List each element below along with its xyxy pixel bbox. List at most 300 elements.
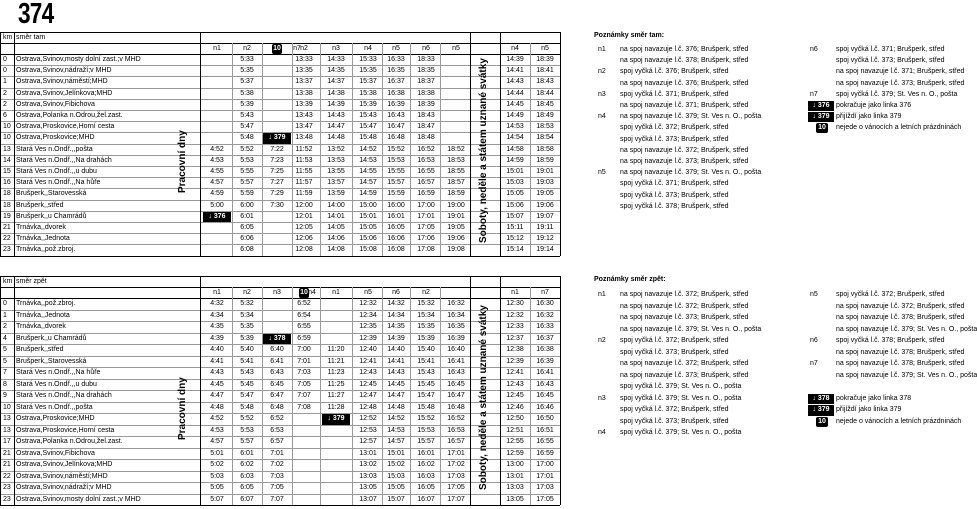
- section1-weekend-time-cell: 19:12: [536, 235, 554, 243]
- section2-weekend-time-cell: 17:03: [536, 484, 554, 491]
- grid-line: [0, 244, 560, 245]
- section1-time-cell: 17:06: [417, 235, 435, 243]
- section1-time-cell: 17:05: [417, 224, 435, 231]
- section2-time-cell: 15:03: [387, 472, 405, 480]
- section2-row-km: 7: [3, 369, 7, 376]
- section2-time-cell: 17:02: [447, 461, 465, 468]
- section1-time-cell: 5:59: [240, 190, 254, 198]
- section1-time-cell: 4:55: [210, 168, 224, 175]
- section2-row-km: 13: [3, 426, 11, 434]
- section1-time-cell: 16:53: [417, 156, 435, 164]
- section1-note-text: spoj vyčká l.č. 376; Brušperk, střed: [620, 68, 729, 76]
- section2-row-stop: Stará Ves n.Ondř.,,Na drahách: [16, 392, 112, 399]
- section1-time-cell: 7:25: [270, 168, 284, 175]
- section2-link-marker-label: ↓ 379: [327, 415, 345, 422]
- section1-note-code: n4: [598, 113, 606, 121]
- section1-weekend-time-cell: 18:54: [536, 134, 554, 142]
- section2-weekend-time-cell: 16:50: [536, 415, 554, 422]
- section1-time-cell: 16:35: [387, 67, 405, 75]
- section1-time-cell: 15:06: [359, 235, 377, 243]
- section1-time-cell: 13:55: [327, 168, 345, 175]
- section1-note-text: na spoj navazuje l.č. 378; Brušperk, střed: [620, 57, 749, 65]
- section1-row-km: 0: [3, 56, 7, 63]
- section2-time-cell: 4:35: [210, 323, 224, 330]
- grid-line: [0, 32, 560, 33]
- section2-time-cell: 7:01: [297, 357, 311, 365]
- section2-weekend-time-cell: 12:38: [506, 346, 524, 353]
- section2-note-code: n7: [810, 360, 818, 367]
- section1-note-code: n7: [810, 90, 818, 98]
- section2-row-stop: Ostrava,Svinov,Fibichova: [16, 449, 95, 457]
- section1-row-km: 16: [3, 179, 11, 187]
- section1-note-text: na spoj navazuje l.č. 376; Brušperk, střed: [620, 46, 749, 53]
- section1-time-cell: 14:05: [327, 224, 345, 231]
- section1-time-cell: 15:55: [387, 168, 405, 175]
- section1-row-stop: Ostrava,Proskovice,Horní cesta: [16, 123, 115, 131]
- section1-time-cell: 18:43: [417, 112, 435, 119]
- section1-row-stop: Ostrava,Proskovice;MHD: [16, 134, 95, 142]
- section2-time-cell: 12:57: [359, 438, 377, 445]
- section2-time-cell: 16:57: [447, 438, 465, 445]
- section2-time-cell: 7:05: [270, 484, 284, 491]
- section2-row-km: 13: [3, 415, 11, 422]
- section1-time-cell: 15:35: [359, 67, 377, 75]
- section1-trip-number: n3: [332, 45, 340, 52]
- section1-time-cell: 15:38: [359, 89, 377, 97]
- section2-weekend-time-cell: 12:43: [506, 380, 524, 388]
- section2-time-cell: 6:07: [240, 495, 254, 503]
- section1-time-cell: 13:33: [295, 56, 313, 63]
- section2-time-cell: 16:32: [447, 300, 465, 307]
- section1-weekend-time-cell: 15:05: [506, 190, 524, 198]
- section1-weekend-time-cell: 18:53: [536, 123, 554, 131]
- section1-time-cell: 16:08: [387, 246, 405, 254]
- section1-time-cell: 6:08: [240, 246, 254, 254]
- section2-note-text: na spoj navazuje l.č. 379; St. Ves n. O., pošta: [836, 371, 977, 379]
- section1-weekend-time-cell: 14:54: [506, 134, 524, 142]
- section1-note-code: n6: [810, 46, 818, 53]
- grid-line: [320, 287, 321, 505]
- section2-weekend-time-cell: 16:51: [536, 426, 554, 434]
- section2-weekend-time-cell: 13:03: [506, 484, 524, 491]
- section2-row-km: 1: [3, 311, 7, 319]
- section1-time-cell: 11:52: [295, 145, 313, 153]
- section1-time-cell: 18:57: [447, 179, 465, 187]
- grid-line: [14, 32, 15, 256]
- section1-time-cell: 18:52: [447, 145, 465, 153]
- section1-weekend-time-cell: 14:53: [506, 123, 524, 131]
- section1-time-cell: 5:35: [240, 67, 254, 75]
- section2-time-cell: 5:01: [210, 449, 224, 457]
- section1-time-cell: 11:57: [295, 179, 313, 187]
- grid-line: [352, 43, 353, 256]
- section1-time-cell: 13:59: [327, 190, 345, 198]
- section2-time-cell: 16:45: [447, 380, 465, 388]
- section1-time-cell: 14:55: [359, 168, 377, 175]
- section2-time-cell: 15:53: [417, 426, 435, 434]
- section1-time-cell: 16:37: [387, 78, 405, 86]
- section1-time-cell: 15:33: [359, 56, 377, 63]
- section1-time-cell: 15:39: [359, 100, 377, 108]
- section2-time-cell: 4:34: [210, 311, 224, 319]
- section1-weekend-time-cell: 19:11: [536, 224, 554, 231]
- section1-time-cell: 14:43: [327, 112, 345, 119]
- section1-weekend-time-cell: 18:49: [536, 112, 554, 119]
- section1-time-cell: 12:08: [295, 246, 313, 254]
- grid-line: [410, 287, 411, 505]
- section1-row-km: 22: [3, 235, 11, 243]
- section2-trip-number: n3: [273, 289, 281, 296]
- section1-time-cell: 5:47: [240, 123, 254, 131]
- section2-time-cell: 14:35: [387, 323, 405, 330]
- section2-time-cell: 6:02: [240, 461, 254, 468]
- section2-row-km: 21: [3, 449, 11, 457]
- section2-row-stop: Trnávka,,Jednota: [16, 311, 70, 319]
- section1-time-cell: 13:37: [295, 78, 313, 86]
- section1-time-cell: 14:53: [359, 156, 377, 164]
- section2-trip-number: n1: [213, 289, 221, 296]
- section2-row-stop: Ostrava,Svinov,Jelínkova;MHD: [16, 461, 113, 468]
- section1-row-km: 10: [3, 134, 11, 142]
- section2-weekend-time-cell: 12:32: [506, 311, 524, 319]
- section1-weekend-time-cell: 14:39: [506, 56, 524, 63]
- section2-note-text: na spoj navazuje l.č. 378; Brušperk, střed: [836, 314, 965, 321]
- section1-time-cell: 14:35: [327, 67, 345, 75]
- section2-row-stop: Brušperk,,Starovesská: [16, 357, 87, 365]
- section2-time-cell: 15:47: [417, 392, 435, 399]
- section2-time-cell: 6:05: [240, 484, 254, 491]
- section2-time-cell: 13:05: [359, 484, 377, 491]
- section1-time-cell: 18:35: [417, 67, 435, 75]
- section1-note-code: n1: [598, 46, 606, 53]
- section2-row-km: 23: [3, 484, 11, 491]
- section2-trip-number: n2: [243, 289, 251, 296]
- section1-time-cell: 5:39: [240, 100, 254, 108]
- section1-weekend-time-cell: 15:06: [506, 201, 524, 209]
- section1-time-cell: 19:06: [447, 235, 465, 243]
- section1-weekend-time-cell: 15:11: [506, 224, 524, 231]
- section2-row-km: 8: [3, 380, 7, 388]
- grid-line: [560, 32, 561, 256]
- section2-direction-header: směr zpět: [16, 278, 47, 285]
- grid-line: [14, 276, 15, 505]
- section1-weekend-time-cell: 14:43: [506, 78, 524, 86]
- grid-line: [470, 276, 471, 505]
- section2-time-cell: 5:45: [240, 380, 254, 388]
- section2-weekend-time-cell: 16:43: [536, 380, 554, 388]
- section1-time-cell: 15:43: [359, 112, 377, 119]
- section1-time-cell: 14:38: [327, 89, 345, 97]
- section1-link-marker-label: ↓ 376: [208, 212, 226, 220]
- section1-time-cell: 16:59: [417, 190, 435, 198]
- section1-trip-number: n5: [452, 45, 460, 52]
- section1-row-km: 2: [3, 89, 7, 97]
- section1-time-cell: 17:00: [417, 201, 435, 209]
- section1-trip-number: n4: [511, 45, 519, 52]
- grid-line: [200, 32, 201, 256]
- section2-note-text: spoj vyčká l.č. 372; Brušperk, střed: [836, 291, 945, 298]
- section2-row-km: 0: [3, 300, 7, 307]
- section1-time-cell: 14:00: [327, 201, 345, 209]
- grid-line: [0, 32, 1, 256]
- section2-time-cell: 7:07: [270, 495, 284, 503]
- section1-time-cell: 4:57: [210, 179, 224, 187]
- section2-note-text: spoj vyčká l.č. 378; Brušperk, střed: [836, 337, 945, 344]
- section2-weekend-time-cell: 16:38: [536, 346, 554, 353]
- section2-time-cell: 16:53: [447, 426, 465, 434]
- section1-time-cell: 11:55: [295, 168, 313, 175]
- section1-row-km: 19: [3, 212, 11, 220]
- section2-time-cell: 12:53: [359, 426, 377, 434]
- section2-weekend-time-cell: 16:30: [536, 300, 554, 307]
- section1-time-cell: 11:53: [295, 156, 313, 164]
- section2-time-cell: 12:52: [359, 415, 377, 422]
- section2-weekend-time-cell: 17:01: [536, 472, 554, 480]
- section2-time-cell: 14:43: [387, 369, 405, 376]
- section2-time-cell: 7:07: [297, 392, 311, 399]
- section1-time-cell: 17:08: [417, 246, 435, 254]
- section1-time-cell: 15:37: [359, 78, 377, 86]
- section1-row-stop: Brušperk,,u Chamrádů: [16, 212, 87, 220]
- section2-note-text: spoj vyčká l.č. 372; Brušperk, střed: [620, 337, 729, 344]
- section2-time-cell: 12:43: [359, 369, 377, 376]
- section1-time-cell: 14:57: [359, 179, 377, 187]
- section1-note-text: spoj vyčká l.č. 373; Brušperk, střed: [836, 57, 945, 65]
- section2-time-cell: 5:07: [210, 495, 224, 503]
- section2-time-cell: 4:45: [210, 380, 224, 388]
- section1-time-cell: 7:27: [270, 179, 284, 187]
- section1-time-cell: 14:48: [327, 134, 345, 142]
- section2-time-cell: 5:05: [210, 484, 224, 491]
- section2-time-cell: 16:05: [417, 484, 435, 491]
- section2-note-text: nejede o vánocích a letních prázdninách: [836, 417, 962, 425]
- section1-time-cell: 14:47: [327, 123, 345, 131]
- grid-line: [440, 43, 441, 256]
- section2-time-cell: 6:45: [270, 380, 284, 388]
- section2-row-km: 22: [3, 472, 11, 480]
- section1-row-stop: Ostrava,Svinov,mosty dolní zast.;v MHD: [16, 56, 141, 63]
- section2-time-cell: 4:43: [210, 369, 224, 376]
- section2-note-text: spoj vyčká l.č. 379; St. Ves n. O., pošta: [620, 429, 742, 436]
- section1-time-cell: 16:57: [417, 179, 435, 187]
- section1-row-stop: Brušperk,,Starovesská: [16, 190, 87, 198]
- section1-row-stop: Stará Ves n.Ondř.,,pošta: [16, 145, 93, 153]
- section1-time-cell: 15:48: [359, 134, 377, 142]
- section2-note-text: na spoj navazuje l.č. 378; Brušperk, střed: [836, 348, 965, 356]
- section1-time-cell: 6:05: [240, 224, 254, 231]
- section1-time-cell: 16:43: [387, 112, 405, 119]
- section2-time-cell: 12:34: [359, 311, 377, 319]
- section1-time-cell: 19:01: [447, 212, 465, 220]
- section2-time-cell: 4:40: [210, 346, 224, 353]
- section1-time-cell: 16:39: [387, 100, 405, 108]
- section2-time-cell: 11:20: [327, 346, 345, 353]
- section2-time-cell: 11:23: [327, 369, 345, 376]
- section1-time-cell: 13:38: [295, 89, 313, 97]
- section1-time-cell: 4:53: [210, 156, 224, 164]
- section1-time-cell: 7:22: [270, 145, 284, 153]
- section1-note-text: spoj vyčká l.č. 373; Brušperk, střed: [620, 191, 729, 199]
- section1-time-cell: 13:48: [295, 134, 313, 142]
- section2-time-cell: 16:35: [447, 323, 465, 330]
- section2-time-cell: 5:41: [240, 357, 254, 365]
- section2-time-cell: 6:55: [297, 323, 311, 330]
- section2-note-code-link: ↓ 379: [812, 406, 830, 413]
- section1-time-cell: 18:48: [417, 134, 435, 142]
- section1-time-cell: 15:57: [387, 179, 405, 187]
- section2-time-cell: 5:32: [240, 300, 254, 307]
- section2-weekend-time-cell: 16:37: [536, 334, 554, 342]
- section2-time-cell: 6:59: [297, 334, 311, 342]
- section2-time-cell: 14:41: [387, 357, 405, 365]
- section1-time-cell: 7:30: [270, 201, 284, 209]
- section1-time-cell: 16:33: [387, 56, 405, 63]
- section1-weekend-time-cell: 18:45: [536, 100, 554, 108]
- section1-workday-label: Pracovní dny: [177, 129, 188, 193]
- section1-weekend-time-cell: 19:07: [536, 212, 554, 220]
- section2-note-code: n4: [598, 429, 606, 436]
- section2-time-cell: 12:39: [359, 334, 377, 342]
- section1-note-text: přijíždí jako linka 379: [836, 113, 902, 121]
- section2-time-cell: 15:34: [417, 311, 435, 319]
- section1-time-cell: 13:57: [327, 179, 345, 187]
- section1-row-km: 2: [3, 100, 7, 108]
- section2-time-cell: 15:43: [417, 369, 435, 376]
- section2-time-cell: 11:27: [327, 392, 345, 399]
- section1-note-code: n5: [598, 169, 606, 177]
- grid-line: [410, 43, 411, 256]
- section2-row-stop: Ostrava,Svinov,mosty dolní zast.;v MHD: [16, 495, 141, 503]
- section2-note-code: n3: [598, 394, 606, 402]
- section1-time-cell: 15:47: [359, 123, 377, 131]
- section2-time-cell: 13:03: [359, 472, 377, 480]
- section1-time-cell: 14:59: [359, 190, 377, 198]
- section2-time-cell: 5:47: [240, 392, 254, 399]
- section1-time-cell: 18:37: [417, 78, 435, 86]
- section2-time-cell: 7:00: [297, 346, 311, 353]
- section2-row-stop: Ostrava,Proskovice;MHD: [16, 415, 95, 422]
- section1-time-cell: 5:43: [240, 112, 254, 119]
- section1-note-text: spoj vyčká l.č. 372; Brušperk, střed: [620, 124, 729, 132]
- section1-time-cell: 14:06: [327, 235, 345, 243]
- section2-time-cell: 16:01: [417, 449, 435, 457]
- section1-note-text: na spoj navazuje l.č. 373; Brušperk, střed: [620, 158, 749, 165]
- section1-row-stop: Stará Ves n.Ondř.,,u dubu: [16, 168, 97, 175]
- section1-weekend-time-cell: 15:01: [506, 168, 524, 175]
- section2-time-cell: 15:32: [417, 300, 435, 307]
- section1-weekend-time-cell: 14:44: [506, 89, 524, 97]
- section2-note-text: spoj vyčká l.č. 373; Brušperk, střed: [620, 348, 729, 356]
- section2-time-cell: 15:57: [417, 438, 435, 445]
- section2-weekend-time-cell: 16:32: [536, 311, 554, 319]
- section2-time-cell: 5:40: [240, 346, 254, 353]
- section1-direction-header: směr tam: [16, 34, 46, 41]
- section2-note-text: spoj vyčká l.č. 372; Brušperk, střed: [620, 406, 729, 413]
- section2-note-code: n6: [810, 337, 818, 344]
- section1-note-code-10: 10: [816, 123, 828, 133]
- section1-weekend-time-cell: 18:39: [536, 56, 554, 63]
- section2-row-stop: Trnávka,,pož.zbroj.: [16, 300, 76, 307]
- section2-row-stop: Stará Ves n.Ondř.,,Na hůře: [16, 369, 101, 376]
- section1-time-cell: 6:01: [240, 212, 254, 220]
- section1-note-code-link: ↓ 379: [812, 113, 830, 121]
- section2-trip-number: n7: [541, 289, 549, 296]
- section2-time-cell: 5:52: [240, 415, 254, 422]
- section2-time-cell: 17:03: [447, 472, 465, 480]
- section2-weekend-time-cell: 12:30: [506, 300, 524, 307]
- section2-time-cell: 15:45: [417, 380, 435, 388]
- section1-time-cell: 13:47: [295, 123, 313, 131]
- section2-weekend-time-cell: 13:00: [506, 461, 524, 468]
- section1-weekend-time-cell: 18:44: [536, 89, 554, 97]
- section2-weekend-time-cell: 12:39: [506, 357, 524, 365]
- section2-time-cell: 5:03: [210, 472, 224, 480]
- section1-time-cell: 15:53: [387, 156, 405, 164]
- section2-time-cell: 14:45: [387, 380, 405, 388]
- section1-time-cell: 18:53: [447, 156, 465, 164]
- section1-time-cell: 13:53: [327, 156, 345, 164]
- section2-time-cell: 12:40: [359, 346, 377, 353]
- section1-time-cell: 13:35: [295, 67, 313, 75]
- section1-note-text: na spoj navazuje l.č. 376; Brušperk, střed: [620, 79, 749, 87]
- section2-row-km: 2: [3, 323, 7, 330]
- grid-line: [0, 233, 560, 234]
- section2-weekend-time-cell: 16:46: [536, 403, 554, 411]
- section2-time-cell: 16:47: [447, 392, 465, 399]
- section2-note-code: n2: [598, 337, 606, 344]
- section2-time-cell: 12:45: [359, 380, 377, 388]
- section2-time-cell: 13:02: [359, 461, 377, 468]
- section2-workday-label: Pracovní dny: [177, 376, 188, 440]
- section1-note-text: nejede o vánocích a letních prázdninách: [836, 124, 962, 132]
- section1-row-stop: Brušperk,,střed: [16, 201, 64, 209]
- section1-weekend-time-cell: 14:41: [506, 67, 524, 75]
- section1-weekend-time-cell: 19:01: [536, 168, 554, 175]
- section2-time-cell: 4:41: [210, 357, 224, 365]
- section2-time-cell: 15:07: [387, 495, 405, 503]
- section1-note-text: na spoj navazuje l.č. 373; Brušperk, střed: [836, 79, 965, 87]
- section2-weekend-time-cell: 16:39: [536, 357, 554, 365]
- section2-time-cell: 11:21: [327, 357, 345, 365]
- section1-time-cell: 5:33: [240, 56, 254, 63]
- section2-row-km: 4: [3, 334, 7, 342]
- section1-weekend-time-cell: 15:12: [506, 235, 524, 243]
- section1-note-text: spoj vyčká l.č. 378; Brušperk, střed: [620, 202, 729, 210]
- section2-time-cell: 15:39: [417, 334, 435, 342]
- section2-time-cell: 5:35: [240, 323, 254, 330]
- section2-time-cell: 6:43: [270, 369, 284, 376]
- section1-row-km: 18: [3, 190, 11, 198]
- section2-trip-number: n4: [308, 289, 316, 296]
- section1-time-cell: 16:55: [417, 168, 435, 175]
- section1-time-cell: 5:00: [210, 201, 224, 209]
- section2-time-cell: 7:03: [297, 369, 311, 376]
- grid-line: [0, 310, 560, 311]
- section2-weekend-time-cell: 12:50: [506, 415, 524, 422]
- section2-weekend-time-cell: 16:45: [536, 392, 554, 399]
- section1-weekend-time-cell: 19:05: [536, 190, 554, 198]
- section1-row-km: 21: [3, 224, 11, 231]
- section1-time-cell: 12:00: [295, 201, 313, 209]
- section1-note-text: na spoj navazuje l.č. 379; St. Ves n. O., pošta: [620, 113, 762, 121]
- section1-note-code: n3: [598, 90, 606, 98]
- section2-time-cell: 7:08: [297, 403, 311, 411]
- section1-weekend-time-cell: 14:58: [506, 145, 524, 153]
- section1-time-cell: 12:01: [295, 212, 313, 220]
- section1-time-cell: 5:53: [240, 156, 254, 164]
- section1-time-cell: 14:01: [327, 212, 345, 220]
- section2-km-header: km: [3, 278, 13, 285]
